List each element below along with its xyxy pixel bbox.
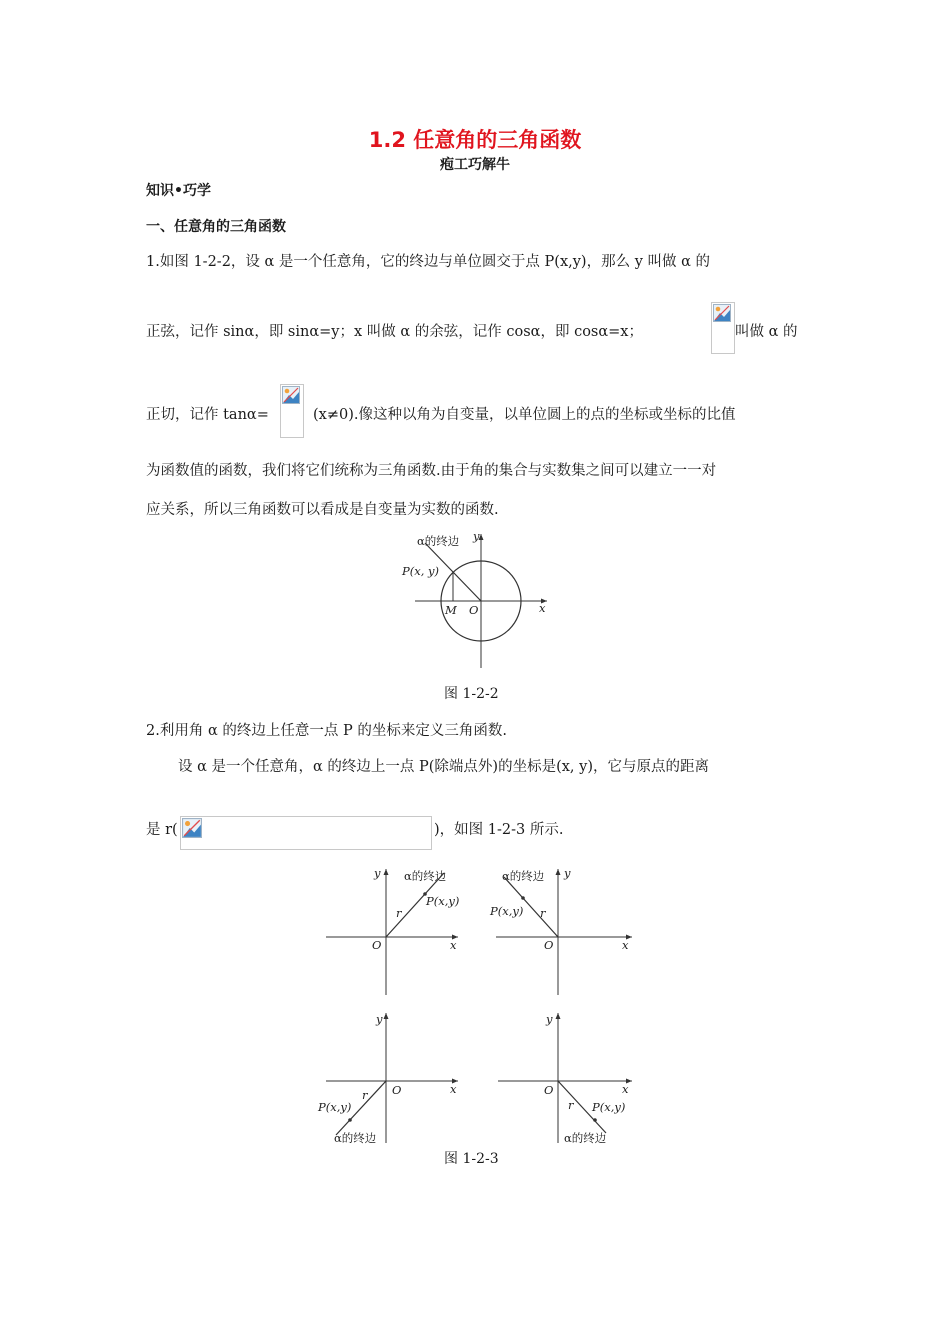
fig1-m-label: M — [445, 603, 457, 617]
svg-text:x: x — [450, 938, 457, 952]
svg-text:O: O — [392, 1083, 402, 1097]
svg-text:y: y — [376, 1012, 383, 1026]
fig1-point-label: P(x, y) — [402, 564, 440, 578]
svg-text:x: x — [622, 938, 629, 952]
svg-text:r: r — [540, 906, 546, 920]
svg-text:O: O — [372, 938, 382, 952]
svg-text:x: x — [622, 1082, 629, 1096]
quadrant-4-diagram — [498, 1012, 632, 1145]
section-one-heading: 一、任意角的三角函数 — [146, 219, 286, 235]
fig2-caption: 图 1-2-3 — [444, 1151, 499, 1167]
svg-text:α的终边: α的终边 — [404, 869, 447, 883]
svg-text:r: r — [396, 906, 402, 920]
fig1-terminal-label: α的终边 — [417, 534, 460, 548]
para1-line3a: 正切，记作 tanα= — [146, 407, 269, 423]
para1-line2a: 正弦，记作 sinα，即 sinα=y；x 叫做 α 的余弦，记作 cosα，即 cosα=x； — [146, 324, 643, 340]
svg-text:y: y — [546, 1012, 553, 1026]
section-knowledge-heading: 知识•巧学 — [146, 183, 211, 199]
page-title: 1.2 任意角的三角函数 — [368, 128, 582, 152]
para2-line2: 设 α 是一个任意角，α 的终边上一点 P(除端点外)的坐标是(x, y)，它与原点的距离 — [178, 759, 709, 775]
fig1-y-label: y — [473, 529, 480, 543]
para1-line2b: 叫做 α 的 — [735, 324, 798, 340]
svg-text:y: y — [374, 866, 381, 880]
svg-text:O: O — [544, 1083, 554, 1097]
unit-circle-figure — [395, 528, 555, 670]
svg-text:r: r — [362, 1088, 368, 1102]
svg-text:α的终边: α的终边 — [502, 869, 545, 883]
svg-text:O: O — [544, 938, 554, 952]
quadrant-3-diagram — [317, 1012, 458, 1145]
svg-text:x: x — [450, 1082, 457, 1096]
svg-text:P(x,y): P(x,y) — [592, 1100, 626, 1114]
para2-line3b: )，如图 1-2-3 所示. — [434, 822, 564, 838]
svg-text:r: r — [568, 1098, 574, 1112]
broken-image-icon — [280, 384, 304, 438]
quadrant-1-diagram — [326, 866, 459, 995]
para1-line5: 应关系，所以三角函数可以看成是自变量为实数的函数. — [146, 502, 499, 518]
fig1-origin-label: O — [469, 603, 479, 617]
quadrant-2-diagram — [489, 866, 632, 995]
svg-text:α的终边: α的终边 — [564, 1131, 607, 1145]
svg-text:P(x,y): P(x,y) — [318, 1100, 352, 1114]
para1-line1: 1.如图 1-2-2，设 α 是一个任意角，它的终边与单位圆交于点 P(x,y)，那么 y 叫做 α 的 — [146, 254, 711, 270]
fig1-caption: 图 1-2-2 — [444, 686, 499, 702]
page-subtitle: 疱工巧解牛 — [440, 157, 510, 173]
broken-image-icon — [711, 302, 735, 354]
fig1-x-label: x — [539, 601, 546, 615]
svg-text:P(x,y): P(x,y) — [426, 894, 460, 908]
broken-image-icon — [180, 816, 432, 850]
svg-text:α的终边: α的终边 — [334, 1131, 377, 1145]
quadrant-figures — [318, 863, 634, 1147]
para2-line3a: 是 r( — [146, 822, 178, 838]
para2-line1: 2.利用角 α 的终边上任意一点 P 的坐标来定义三角函数. — [146, 723, 507, 739]
para1-line3b: (x≠0).像这种以角为自变量，以单位圆上的点的坐标或坐标的比值 — [313, 407, 736, 423]
svg-text:P(x,y): P(x,y) — [490, 904, 524, 918]
para1-line4: 为函数值的函数，我们将它们统称为三角函数.由于角的集合与实数集之间可以建立一一对 — [146, 463, 717, 479]
svg-text:y: y — [564, 866, 571, 880]
